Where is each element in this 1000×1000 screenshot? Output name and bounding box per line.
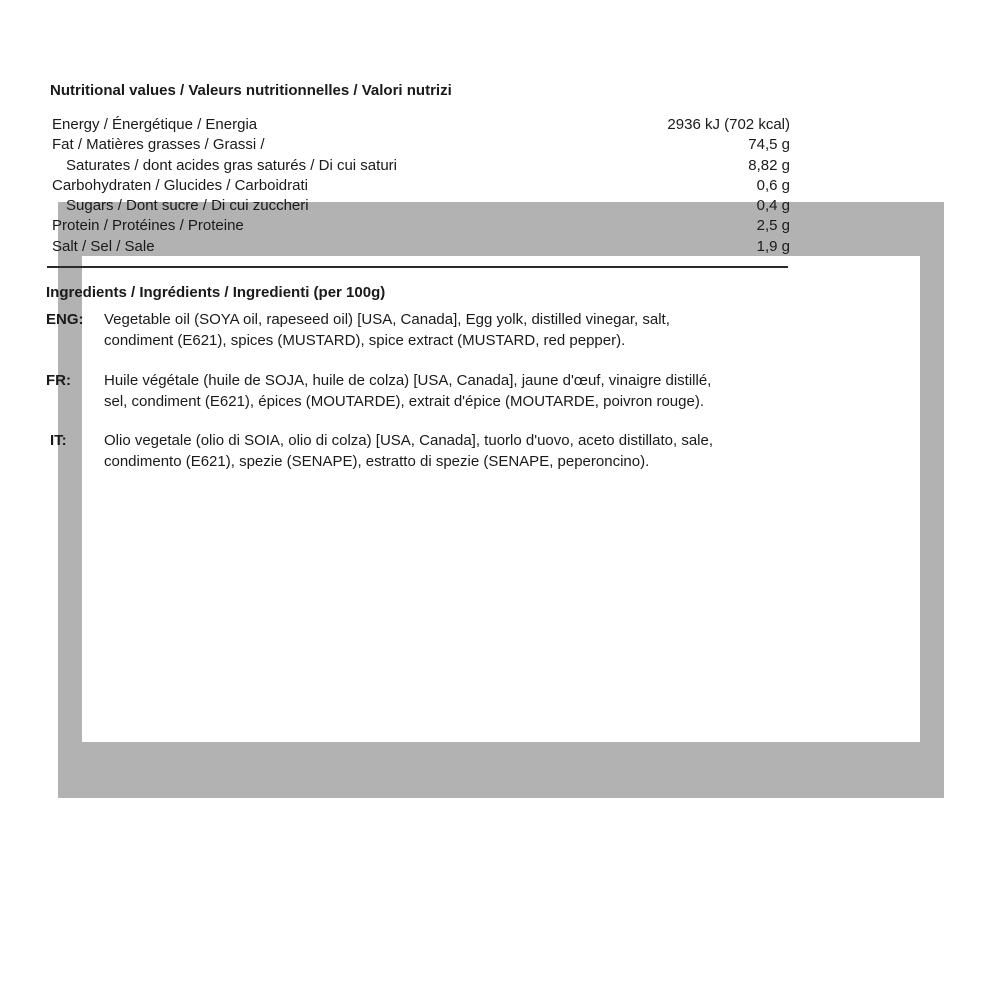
nutrition-value: 8,82 g <box>748 156 790 174</box>
ingredients-text-line: Vegetable oil (SOYA oil, rapeseed oil) [USA, Canada], Egg yolk, distilled vinegar, salt, <box>104 311 670 328</box>
nutrition-row-protein <box>52 216 790 236</box>
nutrition-value: 74,5 g <box>748 136 790 154</box>
nutrition-value: 2,5 g <box>756 217 790 235</box>
nutrition-row-energy <box>52 115 790 135</box>
ingredients-text-line: condiment (E621), spices (MUSTARD), spice extract (MUSTARD, red pepper). <box>104 331 626 349</box>
nutrition-label: Sugars / Dont sucre / Di cui zuccheri <box>66 197 309 215</box>
nutrition-table <box>52 115 790 257</box>
nutrition-row-fat <box>52 135 790 155</box>
ingredients-text-line: Huile végétale (huile de SOJA, huile de colza) [USA, Canada], jaune d'œuf, vinaigre distillé, <box>104 372 712 389</box>
language-code: IT: <box>50 432 67 449</box>
nutrition-value: 2936 kJ (702 kcal) <box>667 116 790 133</box>
nutrition-value: 0,4 g <box>756 197 790 215</box>
nutrition-label: Saturates / dont acides gras saturés / Di cui saturi <box>66 156 397 174</box>
nutrition-title: Nutritional values / Valeurs nutritionnelles / Valori nutrizi <box>50 82 452 99</box>
language-code: FR: <box>46 372 71 389</box>
nutrition-label: Protein / Protéines / Proteine <box>52 217 244 235</box>
nutrition-row-salt <box>52 237 790 257</box>
language-code: ENG: <box>46 311 84 328</box>
ingredients-text-line: condimento (E621), spezie (SENAPE), estratto di spezie (SENAPE, peperoncino). <box>104 452 650 470</box>
nutrition-label: Salt / Sel / Sale <box>52 237 155 255</box>
ingredients-text-line: sel, condiment (E621), épices (MOUTARDE), extrait d'épice (MOUTARDE, poivron rouge). <box>104 392 704 410</box>
nutrition-row-sugars <box>52 196 790 216</box>
ingredients-text-line: Olio vegetale (olio di SOIA, olio di colza) [USA, Canada], tuorlo d'uovo, aceto distillato, sale, <box>104 432 714 449</box>
nutrition-label: Fat / Matières grasses / Grassi / <box>52 136 265 154</box>
nutrition-label: Carbohydraten / Glucides / Carboidrati <box>52 176 308 194</box>
nutrition-label: Energy / Énergétique / Energia <box>52 116 258 133</box>
nutrition-value: 1,9 g <box>756 237 790 255</box>
nutrition-row-carbohydrates <box>52 176 790 196</box>
nutrition-row-saturates <box>52 156 790 176</box>
nutrition-value: 0,6 g <box>756 176 790 194</box>
ingredients-title: Ingredients / Ingrédients / Ingredienti (per 100g) <box>46 284 386 301</box>
section-divider <box>47 266 788 268</box>
